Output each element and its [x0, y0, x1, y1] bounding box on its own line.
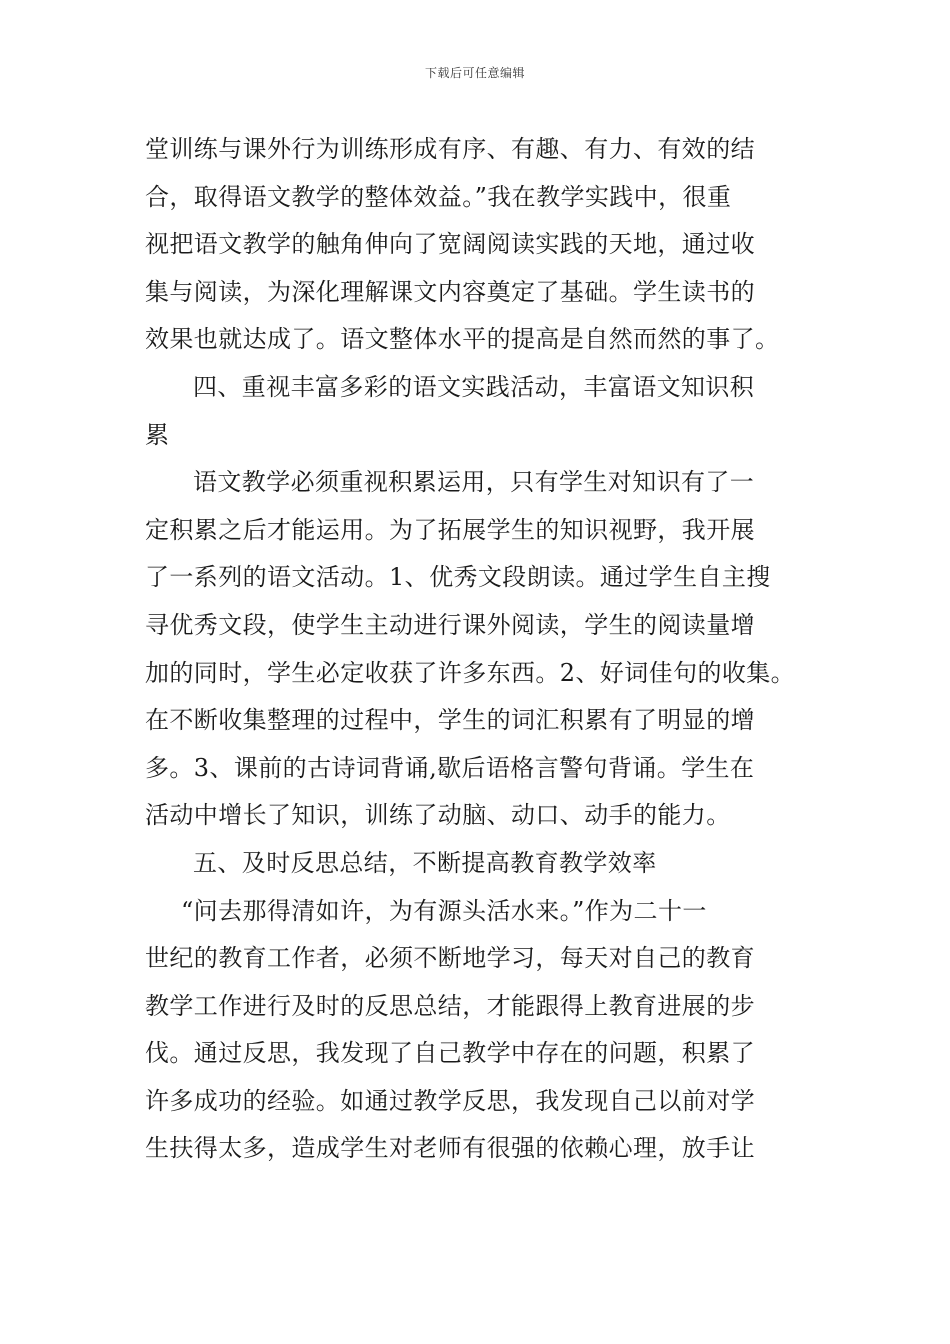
text-line: 教学工作进行及时的反思总结，才能跟得上教育进展的步 — [145, 991, 755, 1020]
text-line: 生扶得太多，造成学生对老师有很强的依赖心理，放手让 — [145, 1134, 755, 1163]
text-line: 堂训练与课外行为训练形成有序、有趣、有力、有效的结 — [145, 135, 755, 163]
text-line: 语文教学必须重视积累运用，只有学生对知识有了一 — [193, 468, 755, 497]
text-line: 伐。通过反思，我发现了自己教学中存在的问题，积累了 — [145, 1039, 755, 1068]
text-line: 加的同时，学生必定收获了许多东西。2、好词佳句的收集。 — [145, 658, 796, 687]
text-line: 世纪的教育工作者，必须不断地学习，每天对自己的教育 — [145, 944, 755, 973]
text-line: 视把语文教学的触角伸向了宽阔阅读实践的天地，通过收 — [145, 230, 755, 259]
text-line: 在不断收集整理的过程中，学生的词汇积累有了明显的增 — [145, 706, 755, 735]
text-line: 了一系列的语文活动。1、优秀文段朗读。通过学生自主搜 — [145, 563, 771, 592]
text-line: 集与阅读，为深化理解课文内容奠定了基础。学生读书的 — [145, 277, 755, 306]
document-body — [145, 126, 825, 1173]
page-header: 下载后可任意编辑 — [424, 66, 525, 80]
section-heading-4: 四、重视丰富多彩的语文实践活动，丰富语文知识积 — [193, 372, 755, 401]
text-line: 定积累之后才能运用。为了拓展学生的知识视野，我开展 — [145, 515, 755, 544]
text-line: 活动中增长了知识，训练了动脑、动口、动手的能力。 — [145, 801, 731, 830]
section-heading-4-continued: 累 — [145, 420, 170, 449]
text-line: 多。3、课前的古诗词背诵,歇后语格言警句背诵。学生在 — [145, 753, 755, 782]
text-line: 效果也就达成了。语文整体水平的提高是自然而然的事了。 — [145, 325, 780, 354]
text-line: 合，取得语文教学的整体效益。”我在教学实践中，很重 — [145, 182, 732, 211]
section-heading-5: 五、及时反思总结，不断提高教育教学效率 — [193, 848, 657, 877]
text-line: 寻优秀文段，使学生主动进行课外阅读，学生的阅读量增 — [145, 610, 755, 639]
text-line: “问去那得清如许，为有源头活水来。”作为二十一 — [181, 896, 707, 925]
text-line: 许多成功的经验。如通过教学反思，我发现自己以前对学 — [145, 1086, 755, 1115]
